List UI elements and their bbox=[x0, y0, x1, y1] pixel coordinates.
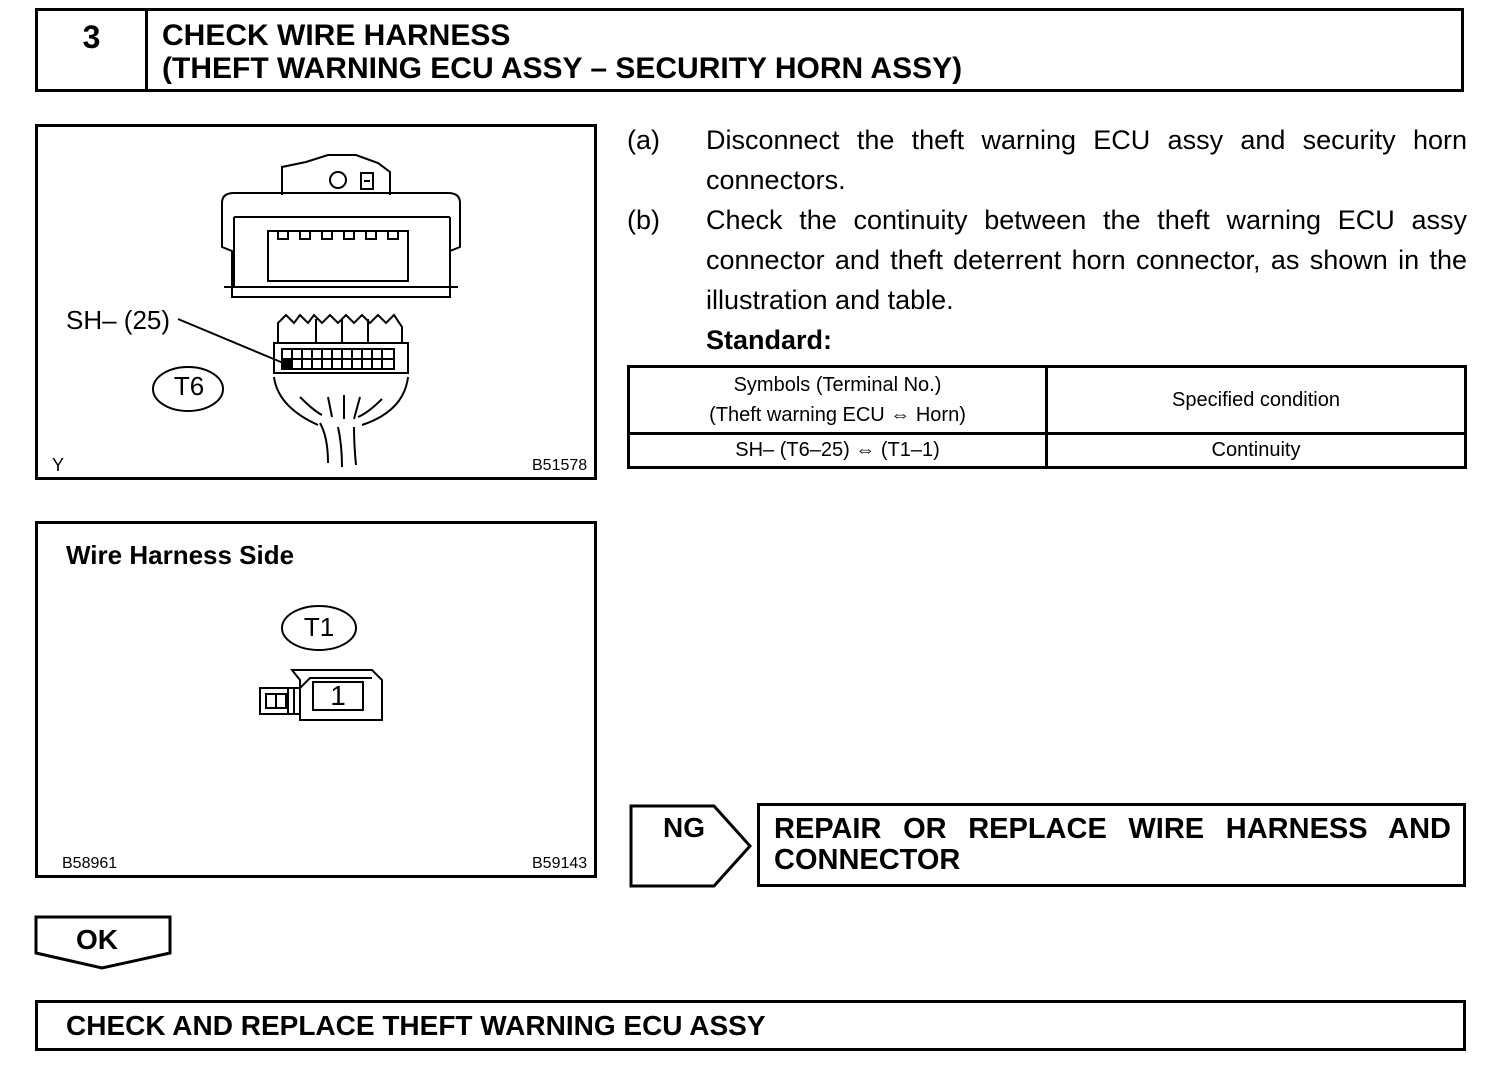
table-cell-condition: Continuity bbox=[1047, 434, 1466, 468]
step-title-line2: (THEFT WARNING ECU ASSY – SECURITY HORN ASSY) bbox=[162, 52, 963, 85]
table-cell-symbols: SH– (T6–25) ⇔ (T1–1) bbox=[629, 434, 1047, 468]
pin-number-1: 1 bbox=[330, 680, 346, 711]
step-title bbox=[162, 19, 962, 85]
table-row bbox=[629, 434, 1466, 468]
header-symbols-line1: Symbols (Terminal No.) bbox=[733, 374, 942, 396]
ng-action-line1: REPAIR OR REPLACE WIRE HARNESS AND bbox=[774, 813, 1451, 845]
figure-code-right: B59143 bbox=[532, 855, 588, 872]
ecu-connector-illustration bbox=[38, 127, 594, 477]
instruction-letter: (a) bbox=[627, 125, 660, 155]
table-header-row bbox=[629, 367, 1466, 434]
step-header bbox=[35, 8, 1464, 92]
ng-label: NG bbox=[663, 812, 705, 843]
harness-connector-figure bbox=[35, 521, 597, 878]
pin-label-sh25: SH– (25) bbox=[66, 305, 171, 335]
table-header-symbols bbox=[629, 367, 1047, 434]
instructions bbox=[627, 120, 1467, 360]
ng-action-box bbox=[757, 803, 1466, 887]
figure-code: B51578 bbox=[532, 457, 588, 474]
instruction-text: Check the continuity between the theft warning ECU assy connector and theft deterrent horn connector, as shown in the illustration and table. bbox=[706, 205, 1467, 315]
table-header-condition: Specified condition bbox=[1047, 367, 1466, 434]
connector-label-t1: T1 bbox=[303, 612, 335, 642]
spec-table bbox=[627, 365, 1467, 469]
instruction-letter: (b) bbox=[627, 205, 660, 235]
figure-code-left: B58961 bbox=[62, 855, 118, 872]
step-title-line1: CHECK WIRE HARNESS bbox=[162, 19, 511, 52]
connector-label-t6: T6 bbox=[173, 371, 205, 401]
figure-corner-mark: Y bbox=[52, 455, 65, 475]
standard-label: Standard: bbox=[706, 325, 833, 355]
instruction-a bbox=[627, 120, 1467, 200]
instruction-text: Disconnect the theft warning ECU assy and security horn connectors. bbox=[706, 125, 1467, 195]
final-action-box: CHECK AND REPLACE THEFT WARNING ECU ASSY bbox=[35, 1000, 1466, 1051]
instruction-b bbox=[627, 200, 1467, 320]
ecu-connector-figure bbox=[35, 124, 597, 480]
ng-action-line2: CONNECTOR bbox=[774, 844, 961, 876]
figure-title: Wire Harness Side bbox=[66, 540, 295, 570]
step-number: 3 bbox=[38, 11, 148, 89]
header-symbols-line2: (Theft warning ECU ⇔ Horn) bbox=[709, 404, 966, 426]
ok-label: OK bbox=[76, 924, 118, 955]
